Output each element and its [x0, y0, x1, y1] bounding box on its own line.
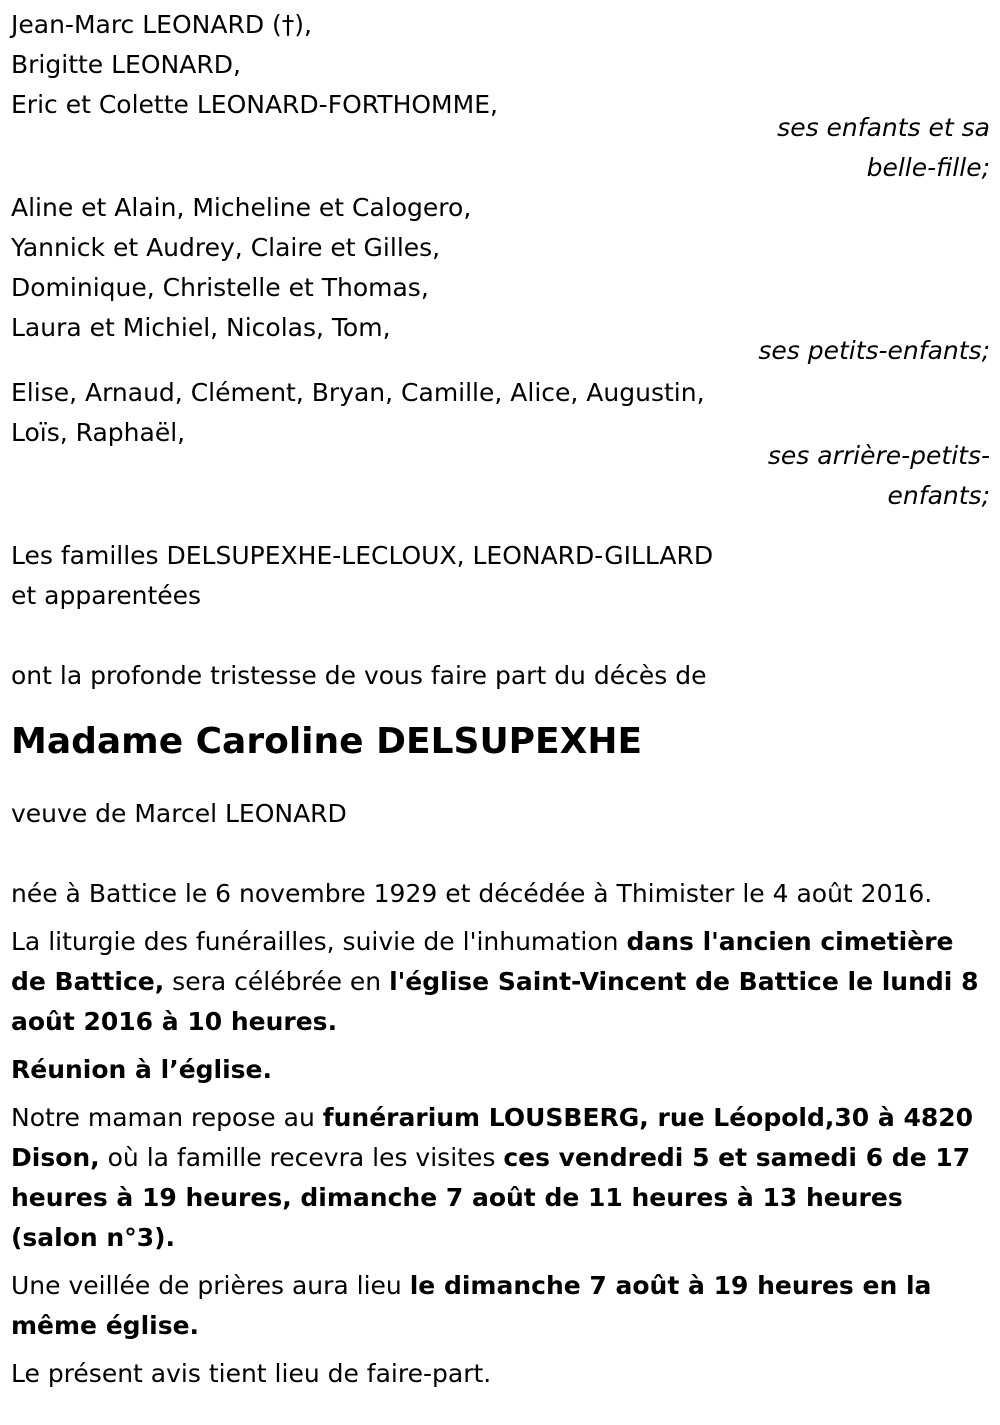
children-block	[11, 5, 990, 188]
grandchild-line: Aline et Alain, Micheline et Calogero,	[11, 193, 472, 222]
families-line: Les familles DELSUPEXHE-LECLOUX, LEONARD-GILLARD	[11, 541, 714, 570]
great-grandchild-line: Loïs, Raphaël,	[11, 418, 186, 447]
grandchild-line: Laura et Michiel, Nicolas, Tom,	[11, 313, 391, 342]
vigil-paragraph: Une veillée de prières aura lieu le dimanche 7 août à 19 heures en la même église.	[11, 1271, 932, 1340]
grandchildren-role: ses petits-enfants;	[758, 336, 990, 365]
funeral-paragraph: La liturgie des funérailles, suivie de l'inhumation dans l'ancien cimetière de Battice, sera célébrée en l'église Saint-Vincent de Battice le lundi 8 août 2016 à 10 heures.	[11, 927, 979, 1036]
birth-death-text: née à Battice le 6 novembre 1929 et décédée à Thimister le 4 août 2016.	[11, 879, 933, 908]
deceased-name: Madame Caroline DELSUPEXHE	[11, 721, 643, 762]
announcement-text: ont la profonde tristesse de vous faire part du décès de	[11, 661, 707, 690]
grandchildren-block	[11, 188, 990, 371]
closing-text: Le présent avis tient lieu de faire-part.	[11, 1359, 492, 1388]
great-grandchildren-block	[11, 373, 990, 516]
child-line: Eric et Colette LEONARD-FORTHOMME,	[11, 90, 498, 119]
children-role-cont: belle-fille;	[866, 153, 990, 182]
visits-paragraph: Notre maman repose au funérarium LOUSBERG, rue Léopold,30 à 4820 Dison, où la famille recevra les visites ces vendredi 5 et samedi 6 de 17 heures à 19 heures, dimanche 7 août de 11 heures à 13 heures (salon n°3).	[11, 1103, 974, 1252]
great-grandchild-line: Elise, Arnaud, Clément, Bryan, Camille, Alice, Augustin,	[11, 378, 705, 407]
meeting-text: Réunion à l’église.	[11, 1055, 273, 1084]
child-line: Brigitte LEONARD,	[11, 50, 241, 79]
grandchild-line: Dominique, Christelle et Thomas,	[11, 273, 429, 302]
families-block	[11, 536, 990, 616]
great-grandchildren-role: ses arrière-petits-	[767, 441, 990, 470]
families-line: et apparentées	[11, 581, 202, 610]
child-line: Jean-Marc LEONARD (†),	[11, 10, 312, 39]
grandchild-line: Yannick et Audrey, Claire et Gilles,	[11, 233, 441, 262]
children-role: ses enfants et sa	[777, 113, 990, 142]
great-grandchildren-role-cont: enfants;	[887, 481, 990, 510]
widow-of-text: veuve de Marcel LEONARD	[11, 799, 347, 828]
